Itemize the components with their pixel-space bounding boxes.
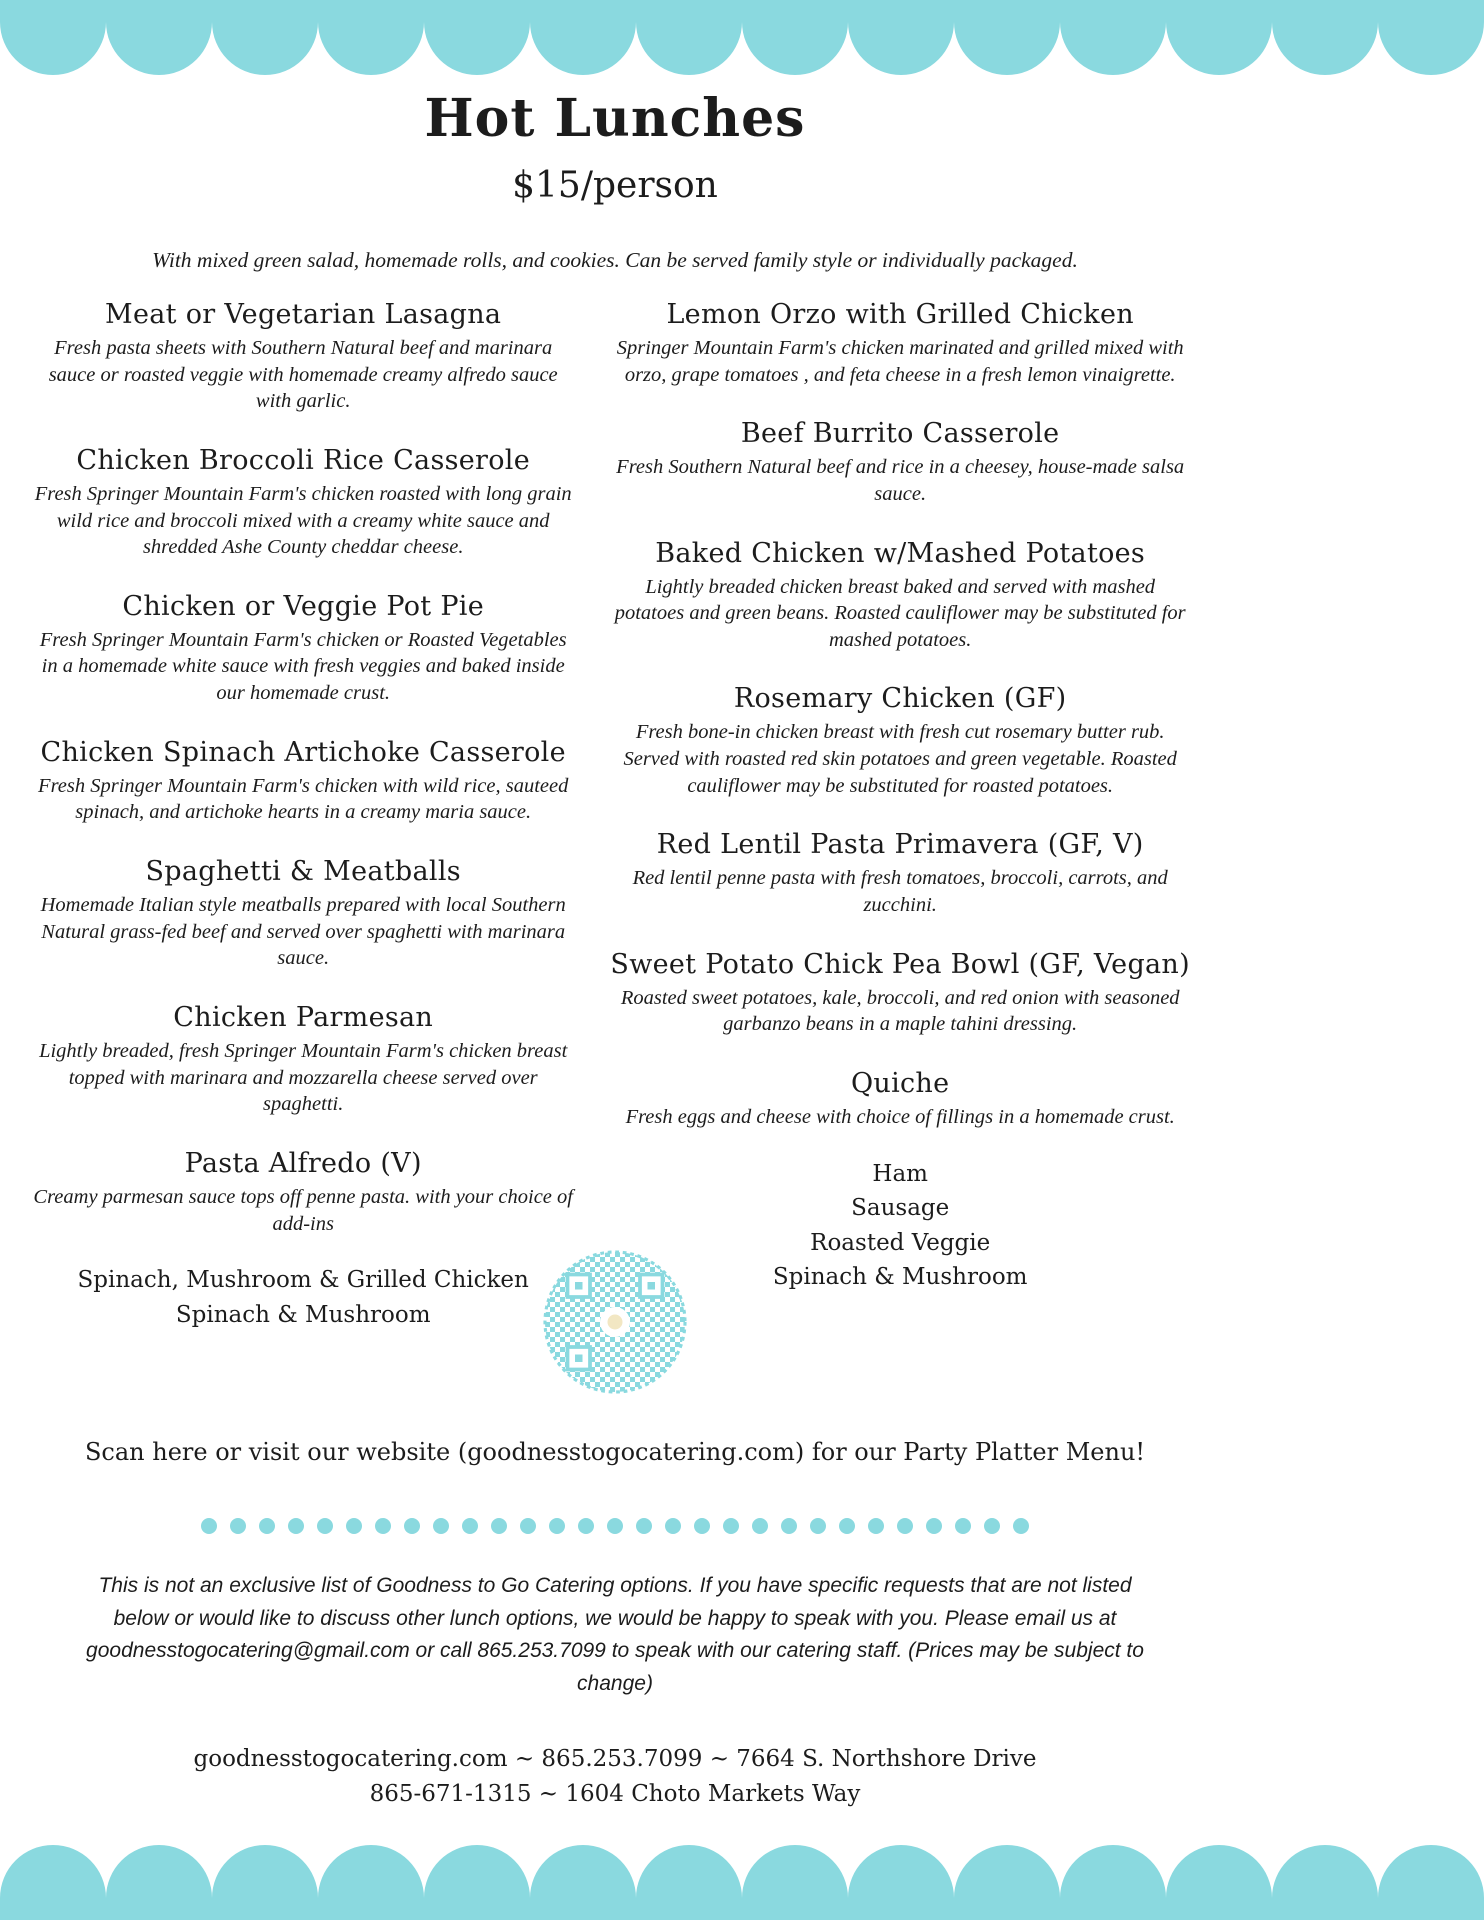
menu-column-left: [0, 299, 590, 1362]
contact-line-1: goodnesstogocatering.com ~ 865.253.7099 ~ 7664 S. Northshore Drive: [193, 1746, 1037, 1773]
menu-item-title: Meat or Vegetarian Lasagna: [105, 299, 502, 330]
scan-note: Scan here or visit our website (goodnesstogocatering.com) for our Party Platter Menu!: [84, 1438, 1146, 1467]
menu-item-title: Rosemary Chicken (GF): [733, 683, 1067, 715]
menu-item: [610, 683, 1190, 799]
menu-item-description: Springer Mountain Farm's chicken marinated and grilled mixed with orzo, grape tomatoes , and feta cheese in a fresh lemon vinaigrette.: [616, 337, 1184, 386]
dot: [346, 1518, 362, 1534]
menu-option: Roasted Veggie: [810, 1229, 991, 1256]
menu-item-description: Creamy parmesan sauce tops off penne pasta. with your choice of add-ins: [33, 1185, 573, 1235]
menu-item-title: Quiche: [850, 1067, 950, 1099]
menu-item-title: Lemon Orzo with Grilled Chicken: [666, 299, 1134, 330]
menu-item: [610, 1068, 1190, 1295]
menu-item-description: Fresh pasta sheets with Southern Natural beef and marinara sauce or roasted veggie with homemade creamy alfredo sauce with garlic.: [48, 337, 558, 413]
menu-item: [610, 538, 1190, 654]
menu-item-description: Fresh Springer Mountain Farm's chicken or Roasted Vegetables in a homemade white sauce with fresh veggies and baked inside our homemade crust.: [39, 628, 567, 705]
menu-item: [30, 1148, 576, 1332]
dots-divider: [0, 1518, 1230, 1534]
menu-item-title: Pasta Alfredo (V): [184, 1147, 422, 1179]
tagline: With mixed green salad, homemade rolls, and cookies. Can be served family style or individually packaged.: [152, 248, 1078, 272]
dot: [230, 1518, 246, 1534]
menu-item-description: Red lentil penne pasta with fresh tomatoes, broccoli, carrots, and zucchini.: [632, 867, 1168, 917]
dot: [259, 1518, 275, 1534]
menu-item: [30, 299, 576, 415]
menu-item-description: Fresh Southern Natural beef and rice in a cheesey, house-made salsa sauce.: [616, 456, 1185, 505]
menu-item-title: Sweet Potato Chick Pea Bowl (GF, Vegan): [610, 948, 1190, 980]
menu-item: [30, 445, 576, 561]
menu-item: [30, 737, 576, 826]
menu-option: Spinach, Mushroom & Grilled Chicken: [77, 1267, 529, 1294]
dot: [781, 1518, 797, 1534]
menu-item: [610, 299, 1190, 388]
disclaimer: This is not an exclusive list of Goodness to Go Catering options. If you have specific requests that are not listed below or would like to discuss other lunch options, we would be happy to speak with you. Please email us at goodnesstogocatering@gmail.com or call 865.253.7099 to speak with our catering staff. (Prices may be subject to change): [86, 1574, 1144, 1695]
menu-option: Ham: [872, 1160, 928, 1187]
dot: [201, 1518, 217, 1534]
dot: [404, 1518, 420, 1534]
dot: [317, 1518, 333, 1534]
menu-item-description: Fresh bone-in chicken breast with fresh cut rosemary butter rub. Served with roasted red skin potatoes and green vegetable. Roasted cauliflower may be substituted for roasted potatoes.: [623, 721, 1177, 797]
dot: [636, 1518, 652, 1534]
menu-item-description: Fresh Springer Mountain Farm's chicken roasted with long grain wild rice and broccoli mixed with a creamy white sauce and shredded Ashe County cheddar cheese.: [34, 482, 572, 559]
contact-info: [0, 1742, 1230, 1811]
menu-item: [30, 591, 576, 707]
dot: [984, 1518, 1000, 1534]
menu-item-title: Spaghetti & Meatballs: [145, 856, 461, 888]
menu-item-description: Homemade Italian style meatballs prepared with local Southern Natural grass-fed beef and served over spaghetti with marinara sauce.: [40, 894, 566, 970]
price-per-person: $15/person: [512, 165, 718, 206]
dot: [665, 1518, 681, 1534]
menu-option: Spinach & Mushroom: [175, 1301, 431, 1328]
menu-item-title: Chicken Parmesan: [173, 1001, 434, 1033]
menu-item: [30, 1002, 576, 1118]
dot: [839, 1518, 855, 1534]
qr-code-graphic: [540, 1247, 690, 1397]
dot: [433, 1518, 449, 1534]
menu-content: [0, 88, 1230, 1811]
menu-item: [610, 949, 1190, 1038]
dot: [375, 1518, 391, 1534]
dot: [1013, 1518, 1029, 1534]
menu-item-title: Chicken Spinach Artichoke Casserole: [40, 736, 566, 768]
menu-item-title: Beef Burrito Casserole: [740, 418, 1060, 450]
dot: [868, 1518, 884, 1534]
dot: [810, 1518, 826, 1534]
dot: [752, 1518, 768, 1534]
menu-column-right: [590, 299, 1230, 1325]
menu-item-description: Fresh eggs and cheese with choice of fillings in a homemade crust.: [625, 1105, 1175, 1128]
menu-columns: [0, 299, 1230, 1362]
dot: [694, 1518, 710, 1534]
menu-option: Spinach & Mushroom: [772, 1264, 1028, 1291]
menu-item-title: Chicken Broccoli Rice Casserole: [76, 444, 531, 476]
menu-item-title: Chicken or Veggie Pot Pie: [122, 590, 485, 622]
top-scallop-border: [0, 0, 1484, 80]
menu-item-description: Lightly breaded chicken breast baked and served with mashed potatoes and green beans. Roasted cauliflower may be substituted for mashed potatoes.: [614, 575, 1186, 651]
dot: [897, 1518, 913, 1534]
menu-item: [30, 856, 576, 972]
dot: [607, 1518, 623, 1534]
bottom-scallop-border: [0, 1840, 1484, 1920]
menu-option: Sausage: [851, 1195, 950, 1222]
dot: [288, 1518, 304, 1534]
dot: [723, 1518, 739, 1534]
menu-item: [610, 829, 1190, 918]
dot: [462, 1518, 478, 1534]
menu-item-title: Red Lentil Pasta Primavera (GF, V): [656, 829, 1144, 861]
menu-item-description: Lightly breaded, fresh Springer Mountain Farm's chicken breast topped with marinara and mozzarella cheese served over spaghetti.: [39, 1039, 568, 1116]
dot: [491, 1518, 507, 1534]
dot: [926, 1518, 942, 1534]
page-title: Hot Lunches: [424, 88, 806, 149]
dot: [549, 1518, 565, 1534]
menu-item-title: Baked Chicken w/Mashed Potatoes: [655, 537, 1146, 569]
menu-item-description: Roasted sweet potatoes, kale, broccoli, and red onion with seasoned garbanzo beans in a maple tahini dressing.: [620, 986, 1180, 1036]
qr-code: [540, 1247, 690, 1397]
menu-item: [610, 418, 1190, 507]
dot: [955, 1518, 971, 1534]
contact-line-2: 865-671-1315 ~ 1604 Choto Markets Way: [369, 1780, 861, 1807]
menu-item-options: [30, 1263, 576, 1332]
dot: [578, 1518, 594, 1534]
dot: [520, 1518, 536, 1534]
menu-item-description: Fresh Springer Mountain Farm's chicken with wild rice, sauteed spinach, and artichoke hearts in a creamy maria sauce.: [38, 774, 569, 824]
menu-item-options: [610, 1157, 1190, 1295]
